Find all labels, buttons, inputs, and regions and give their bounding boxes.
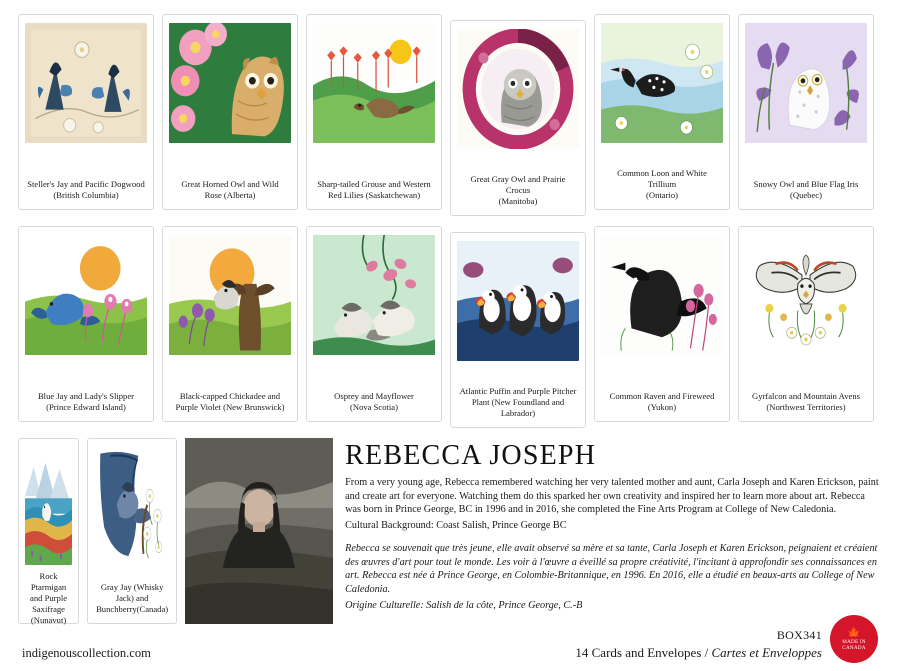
website-link[interactable]: indigenouscollection.com: [22, 646, 151, 660]
card-caption: Gyrfalcon and Mountain Avens (Northwest Territories): [752, 391, 860, 412]
card-row-2: [0, 216, 900, 428]
card-atlantic-puffin[interactable]: [450, 232, 586, 428]
stellers-jay-artwork-icon: [25, 23, 147, 143]
card-black-capped-chickadee[interactable]: [162, 226, 298, 422]
contents-line: [575, 645, 822, 661]
card-artwork: [25, 235, 147, 355]
card-artwork: [169, 23, 291, 143]
contents-separator: /: [701, 645, 712, 660]
artist-name: REBECCA JOSEPH: [345, 440, 597, 471]
card-caption: Gray Jay (Whisky Jack) and Bunchberry(Canada): [96, 582, 169, 614]
card-artwork: [25, 23, 147, 143]
rock-ptarmigan-artwork-icon: [25, 447, 72, 565]
made-in-canada-badge: [830, 615, 878, 663]
blue-jay-artwork-icon: [25, 235, 147, 355]
badge-line-1: MADE IN: [842, 639, 866, 646]
card-gyrfalcon[interactable]: [738, 226, 874, 422]
maple-leaf-icon: 🍁: [845, 625, 863, 641]
common-raven-artwork-icon: [601, 235, 723, 355]
card-artwork: [313, 23, 435, 143]
card-caption: Snowy Owl and Blue Flag Iris (Quebec): [753, 179, 859, 200]
footer-product-info: [575, 625, 878, 661]
gray-jay-artwork-icon: [94, 447, 170, 565]
card-sharp-tailed-grouse[interactable]: [306, 14, 442, 210]
atlantic-puffin-artwork-icon: [457, 241, 579, 361]
card-caption: Blue Jay and Lady's Slipper (Prince Edward Island): [37, 391, 135, 412]
card-row-3: [0, 428, 900, 624]
badge-line-2: CANADA: [842, 645, 866, 651]
common-loon-artwork-icon: [601, 23, 723, 143]
sharp-tailed-grouse-artwork-icon: [313, 23, 435, 143]
card-common-loon[interactable]: [594, 14, 730, 210]
card-caption: Steller's Jay and Pacific Dogwood (British Columbia): [27, 179, 145, 200]
card-caption: Atlantic Puffin and Purple Pitcher Plant (New Foundland and Labrador): [459, 386, 577, 418]
contents-english: 14 Cards and Envelopes: [575, 645, 702, 660]
card-artwork: [457, 241, 579, 361]
artist-cultural-background-french: Origine Culturelle: Salish de la côte, Prince George, C.-B: [345, 599, 583, 611]
card-osprey[interactable]: [306, 226, 442, 422]
card-great-horned-owl[interactable]: [162, 14, 298, 210]
card-caption: Osprey and Mayflower (Nova Scotia): [334, 391, 414, 412]
card-caption: Great Horned Owl and Wild Rose (Alberta): [181, 179, 279, 200]
card-artwork: [25, 447, 72, 565]
card-caption: Rock Ptarmigan and Purple Saxifrage (Nunavut): [30, 571, 68, 625]
card-blue-jay[interactable]: [18, 226, 154, 422]
card-artwork: [601, 23, 723, 143]
card-caption: Common Raven and Fireweed (Yukon): [609, 391, 715, 412]
osprey-artwork-icon: [313, 235, 435, 355]
artist-cultural-background-english: Cultural Background: Coast Salish, Prince George BC: [345, 519, 567, 531]
card-artwork: [601, 235, 723, 355]
card-caption: Black-capped Chickadee and Purple Violet (New Brunswick): [175, 391, 285, 412]
card-caption: Sharp-tailed Grouse and Western Red Lilies (Saskatchewan): [317, 179, 431, 200]
card-common-raven[interactable]: [594, 226, 730, 422]
snowy-owl-artwork-icon: [745, 23, 867, 143]
box-code: BOX341: [776, 628, 822, 642]
great-horned-owl-artwork-icon: [169, 23, 291, 143]
artist-bio-french: Rebecca se souvenait que très jeune, elle avait observé sa mère et sa tante, Carla Joseph et Karen Erickson, peignaient et créaient des œuvres d'art pour tout le monde. Les voir à l'œuvre a éveillé sa propre créativité, l'incitant à approfondir ses connaissances en art. Rebecca est née à Prince George, en Colombie-Britannique, en 1996. En 2016, elle a étudié en beaux-arts au College of New Caledonia.: [345, 543, 878, 595]
card-row-1: [0, 0, 900, 216]
card-artwork: [169, 235, 291, 355]
great-gray-owl-artwork-icon: [457, 29, 579, 149]
artist-bio-text: [345, 438, 882, 624]
card-gray-jay[interactable]: [87, 438, 177, 624]
card-artwork: [457, 29, 579, 149]
card-artwork: [313, 235, 435, 355]
gyrfalcon-artwork-icon: [745, 235, 867, 355]
card-stellers-jay[interactable]: [18, 14, 154, 210]
card-snowy-owl[interactable]: [738, 14, 874, 210]
page-footer: [0, 625, 900, 661]
artist-portrait-icon: [185, 438, 333, 624]
card-great-gray-owl[interactable]: [450, 20, 586, 216]
black-capped-chickadee-artwork-icon: [169, 235, 291, 355]
artist-bio-english: From a very young age, Rebecca remembered watching her very talented mother and aunt, Carla Joseph and Karen Erickson, paint and create art for everyone. Watching them do this sparked her own creativity and inspired her to learn more about art. Rebecca was born in Prince George, BC in 1996 and in 2016, she completed the Fine Arts Program at College of New Caledonia.: [345, 477, 879, 516]
card-artwork: [94, 447, 170, 565]
contents-french: Cartes et Enveloppes: [711, 645, 822, 660]
card-rock-ptarmigan[interactable]: [18, 438, 79, 624]
card-caption: Common Loon and White Trillium (Ontario): [617, 168, 707, 200]
artist-bio-panel: [185, 438, 882, 624]
card-artwork: [745, 235, 867, 355]
artist-photo: [185, 438, 333, 624]
card-caption: Great Gray Owl and Prairie Crocus (Manitoba): [470, 174, 566, 206]
card-artwork: [745, 23, 867, 143]
